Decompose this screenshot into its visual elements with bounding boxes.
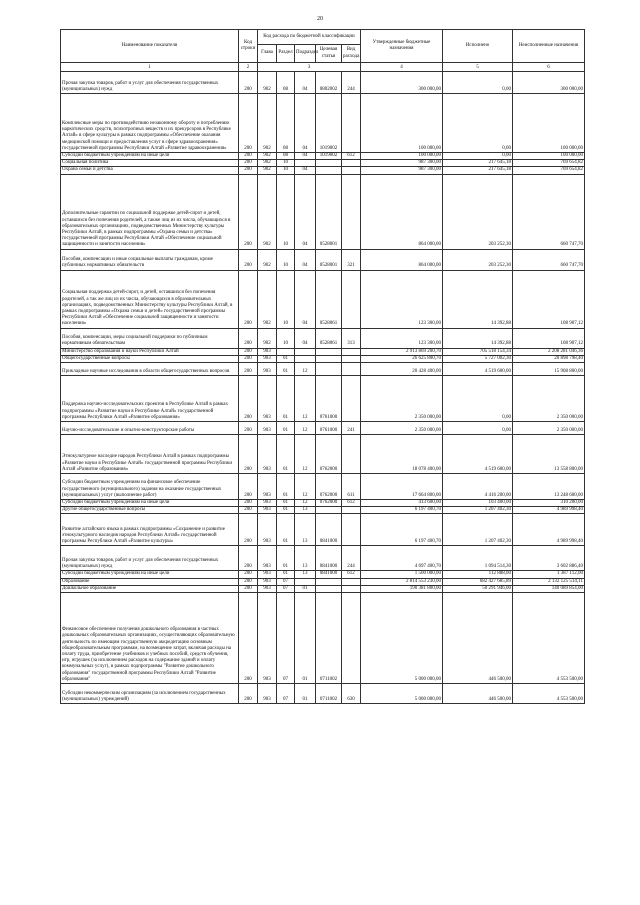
table-row <box>61 167 585 174</box>
row-expense-type <box>342 376 361 422</box>
column-number: 2 <box>239 63 258 72</box>
row-name: Субсидии некоммерческим организациям (за исключением государственных (муниципальных) учреждений) <box>61 684 239 704</box>
row-expense-type: 321 <box>342 249 361 270</box>
row-name: Прикладные научные исследования в области общегосударственных вопросов <box>61 363 239 376</box>
row-chief-code: 903 <box>258 514 277 546</box>
row-executed: 705 518 154,34 <box>443 348 513 355</box>
row-subsection-code: 13 <box>295 571 316 578</box>
header-subsection: Подраздел <box>295 45 316 63</box>
budget-execution-table <box>60 29 585 704</box>
table-row <box>61 474 585 500</box>
row-line-code: 200 <box>239 249 258 270</box>
row-approved: 17 664 800,00 <box>361 474 443 500</box>
header-approved: Утвержденные бюджетные назначения <box>361 30 443 63</box>
row-line-code: 200 <box>239 94 258 153</box>
row-executed: 112 888,00 <box>443 571 513 578</box>
row-approved: 2 350 000,00 <box>361 422 443 435</box>
row-subsection-code: 04 <box>295 328 316 348</box>
row-approved: 1 500 000,00 <box>361 571 443 578</box>
table-row <box>61 72 585 94</box>
row-executed: 14 392,88 <box>443 270 513 328</box>
row-line-code: 200 <box>239 585 258 592</box>
row-approved: 5 000 000,00 <box>361 684 443 704</box>
row-subsection-code: 13 <box>295 546 316 571</box>
row-expense-type <box>342 514 361 546</box>
row-target-code <box>316 167 342 174</box>
table-row <box>61 578 585 585</box>
row-chief-code: 903 <box>258 593 277 684</box>
row-line-code: 200 <box>239 167 258 174</box>
row-unexecuted: 108 907,12 <box>513 328 585 348</box>
row-name: Социальная политика <box>61 160 239 167</box>
row-executed: 1 207 402,30 <box>443 507 513 514</box>
header-expense-type: Вид расхода <box>342 45 361 63</box>
row-unexecuted: 660 747,70 <box>513 174 585 249</box>
row-expense-type <box>342 585 361 592</box>
row-subsection-code: 04 <box>295 72 316 94</box>
row-name: Субсидии бюджетным учреждениям на иные цели <box>61 500 239 507</box>
row-section-code: 01 <box>277 355 295 362</box>
row-executed: 682 427 685,89 <box>443 578 513 585</box>
row-chief-code: 903 <box>258 684 277 704</box>
row-subsection-code: 12 <box>295 500 316 507</box>
row-unexecuted: 310 200,00 <box>513 500 585 507</box>
row-executed: 217 645,18 <box>443 167 513 174</box>
row-name: Комплексные меры по противодействию незаконному обороту и потреблению наркотических средств, психотропных веществ и их прекурсоров в Республике Алтай» в сфере культуры в рамках подпрограммы «Обеспечение оказания медицинской помощи и предоставления услуг в сфере здравоохранения» государственной программы Республики Алтай «Развитие здравоохранения» <box>61 94 239 153</box>
row-section-code: 01 <box>277 376 295 422</box>
row-section-code: 07 <box>277 578 295 585</box>
row-subsection-code: 13 <box>295 514 316 546</box>
table-row <box>61 160 585 167</box>
row-unexecuted: 2 208 281 046,36 <box>513 348 585 355</box>
row-section-code: 07 <box>277 684 295 704</box>
row-approved: 190 381 800,00 <box>361 585 443 592</box>
row-target-code: 0711002 <box>316 593 342 684</box>
table-row <box>61 270 585 328</box>
row-approved: 20 428 400,00 <box>361 363 443 376</box>
column-number: 1 <box>61 63 239 72</box>
column-number: 6 <box>513 63 585 72</box>
row-chief-code: 903 <box>258 435 277 474</box>
row-executed: 4 519 600,00 <box>443 363 513 376</box>
row-section-code <box>277 348 295 355</box>
row-target-code: 1019002 <box>316 153 342 160</box>
header-line-code: Код строки <box>239 30 258 63</box>
row-target-code: 0762000 <box>316 435 342 474</box>
table-row <box>61 249 585 270</box>
row-section-code: 10 <box>277 270 295 328</box>
row-name: Научно-исследовательские и опытно-конструкторские работы <box>61 422 239 435</box>
row-expense-type <box>342 578 361 585</box>
row-target-code: 0761000 <box>316 422 342 435</box>
row-chief-code: 903 <box>258 376 277 422</box>
header-unexecuted: Неисполненные назначения <box>513 30 585 63</box>
row-approved: 300 000,00 <box>361 72 443 94</box>
row-expense-type: 612 <box>342 153 361 160</box>
row-line-code: 200 <box>239 435 258 474</box>
row-name: Субсидии бюджетным учреждениям на иные цели <box>61 153 239 160</box>
column-number: 5 <box>443 63 513 72</box>
row-unexecuted: 13 558 800,00 <box>513 435 585 474</box>
row-approved: 987 300,00 <box>361 167 443 174</box>
header-section: Раздел <box>277 45 295 63</box>
row-unexecuted: 3 602 886,40 <box>513 546 585 571</box>
row-subsection-code <box>295 578 316 585</box>
row-executed: 4 519 600,00 <box>443 435 513 474</box>
table-row <box>61 94 585 153</box>
row-expense-type <box>342 160 361 167</box>
row-unexecuted: 300 000,00 <box>513 72 585 94</box>
row-executed: 4 416 200,00 <box>443 474 513 500</box>
row-expense-type: 612 <box>342 571 361 578</box>
row-expense-type: 630 <box>342 684 361 704</box>
row-chief-code: 903 <box>258 578 277 585</box>
row-expense-type: 244 <box>342 72 361 94</box>
row-subsection-code: 12 <box>295 376 316 422</box>
row-section-code: 10 <box>277 174 295 249</box>
row-line-code: 200 <box>239 422 258 435</box>
row-subsection-code <box>295 348 316 355</box>
row-subsection-code: 04 <box>295 249 316 270</box>
row-expense-type <box>342 94 361 153</box>
table-row <box>61 355 585 362</box>
row-executed: 5 727 002,30 <box>443 355 513 362</box>
row-chief-code: 903 <box>258 363 277 376</box>
row-expense-type <box>342 355 361 362</box>
row-section-code: 01 <box>277 546 295 571</box>
row-section-code: 10 <box>277 249 295 270</box>
row-approved: 2 814 553 230,00 <box>361 578 443 585</box>
row-executed: 446 500,00 <box>443 593 513 684</box>
row-target-code <box>316 160 342 167</box>
row-line-code: 200 <box>239 270 258 328</box>
row-target-code: 0841000 <box>316 514 342 546</box>
row-unexecuted: 2 350 000,00 <box>513 376 585 422</box>
row-target-code: 0762000 <box>316 500 342 507</box>
row-unexecuted: 769 654,82 <box>513 167 585 174</box>
row-target-code <box>316 355 342 362</box>
row-target-code <box>316 578 342 585</box>
row-name: Другие общегосударственные вопросы <box>61 507 239 514</box>
row-chief-code: 902 <box>258 249 277 270</box>
table-row <box>61 684 585 704</box>
row-chief-code: 903 <box>258 585 277 592</box>
table-row <box>61 422 585 435</box>
row-target-code: 0762000 <box>316 474 342 500</box>
row-subsection-code: 04 <box>295 174 316 249</box>
row-approved: 18 078 400,00 <box>361 435 443 474</box>
row-approved: 987 300,00 <box>361 160 443 167</box>
row-name: Дошкольное образование <box>61 585 239 592</box>
row-section-code: 07 <box>277 593 295 684</box>
row-section-code: 01 <box>277 435 295 474</box>
row-section-code: 01 <box>277 514 295 546</box>
row-name: Прочая закупка товаров, работ и услуг для обеспечения государственных (муниципальных) нужд <box>61 72 239 94</box>
row-approved: 123 300,00 <box>361 328 443 348</box>
row-line-code: 200 <box>239 578 258 585</box>
row-target-code: 0528061 <box>316 328 342 348</box>
row-approved: 6 197 400,70 <box>361 514 443 546</box>
header-chief: Глава <box>258 45 277 63</box>
row-target-code: 0761000 <box>316 376 342 422</box>
row-subsection-code: 04 <box>295 153 316 160</box>
row-line-code: 200 <box>239 474 258 500</box>
row-section-code: 01 <box>277 422 295 435</box>
row-target-code: 0841000 <box>316 571 342 578</box>
row-executed: 14 392,88 <box>443 328 513 348</box>
row-expense-type: 313 <box>342 328 361 348</box>
row-target-code: 0528061 <box>316 270 342 328</box>
row-approved: 26 625 800,70 <box>361 355 443 362</box>
row-subsection-code: 01 <box>295 593 316 684</box>
row-approved: 864 000,00 <box>361 249 443 270</box>
row-chief-code: 903 <box>258 546 277 571</box>
row-target-code <box>316 348 342 355</box>
row-executed: 203 252,30 <box>443 249 513 270</box>
row-unexecuted: 660 747,70 <box>513 249 585 270</box>
row-name: Поддержка научно-исследовательских проектов в Республике Алтай в рамках подпрограммы «Развитие науки в Республике Алтай» государственной программы Республики Алтай «Развитие образования» <box>61 376 239 422</box>
row-chief-code: 903 <box>258 355 277 362</box>
row-unexecuted: 108 907,12 <box>513 270 585 328</box>
row-approved: 864 000,00 <box>361 174 443 249</box>
row-line-code: 200 <box>239 160 258 167</box>
table-row <box>61 435 585 474</box>
row-target-code <box>316 507 342 514</box>
row-approved: 2 350 000,00 <box>361 376 443 422</box>
row-expense-type: 612 <box>342 500 361 507</box>
row-unexecuted: 100 000,00 <box>513 94 585 153</box>
row-subsection-code: 04 <box>295 94 316 153</box>
row-line-code: 200 <box>239 355 258 362</box>
row-subsection-code: 12 <box>295 422 316 435</box>
row-executed: 0,00 <box>443 94 513 153</box>
table-row <box>61 585 585 592</box>
row-expense-type <box>342 507 361 514</box>
row-section-code: 01 <box>277 507 295 514</box>
row-target-code: 0841000 <box>316 546 342 571</box>
row-unexecuted: 1 387 112,00 <box>513 571 585 578</box>
row-executed: 50 291 946,00 <box>443 585 513 592</box>
row-expense-type <box>342 174 361 249</box>
row-subsection-code <box>295 160 316 167</box>
row-unexecuted: 4 989 998,40 <box>513 514 585 546</box>
header-executed: Исполнено <box>443 30 513 63</box>
row-expense-type <box>342 363 361 376</box>
row-subsection-code: 12 <box>295 435 316 474</box>
row-section-code: 10 <box>277 160 295 167</box>
row-section-code: 01 <box>277 474 295 500</box>
row-line-code: 200 <box>239 507 258 514</box>
row-executed: 0,00 <box>443 376 513 422</box>
table-row <box>61 593 585 684</box>
column-number: 3 <box>258 63 361 72</box>
row-executed: 1 207 402,30 <box>443 514 513 546</box>
row-target-code <box>316 363 342 376</box>
row-approved: 123 300,00 <box>361 270 443 328</box>
row-line-code: 200 <box>239 348 258 355</box>
row-name: Общегосударственные вопросы <box>61 355 239 362</box>
row-unexecuted: 2 350 000,00 <box>513 422 585 435</box>
table-row <box>61 328 585 348</box>
row-chief-code: 903 <box>258 507 277 514</box>
row-line-code: 200 <box>239 593 258 684</box>
row-line-code: 200 <box>239 153 258 160</box>
table-row <box>61 153 585 160</box>
row-name: Министерство образования и науки Республики Алтай <box>61 348 239 355</box>
row-name: Пособия, компенсации и иные социальные выплаты гражданам, кроме публичных нормативных обязательств <box>61 249 239 270</box>
row-target-code: 0711002 <box>316 684 342 704</box>
row-subsection-code: 01 <box>295 684 316 704</box>
row-name: Финансовое обеспечение получения дошкольного образования в частных дошкольных образовательных организациях, осуществляющих образовательную деятельность по имеющим государственную аккредитацию основным общеобразовательным программам, на возмещение затрат, включая расходы на оплату труда, приобретение учебников и учебных пособий, средств обучения, игр, игрушек (за исключением расходов на содержание зданий и оплату коммунальных услуг), в рамках подпрограммы "Развитие дошкольного образования" государственной программы Республики Алтай "Развитие образования" <box>61 593 239 684</box>
row-subsection-code: 13 <box>295 507 316 514</box>
row-line-code: 200 <box>239 174 258 249</box>
row-unexecuted: 4 989 998,40 <box>513 507 585 514</box>
table-row <box>61 546 585 571</box>
row-expense-type <box>342 270 361 328</box>
row-chief-code: 902 <box>258 167 277 174</box>
row-section-code: 10 <box>277 328 295 348</box>
row-unexecuted: 100 000,00 <box>513 153 585 160</box>
row-chief-code: 902 <box>258 328 277 348</box>
row-line-code: 200 <box>239 546 258 571</box>
row-name: Развитие алтайского языка в рамках подпрограммы «Сохранение и развитие этнокультурного наследия народов Республики Алтай» государственной программы Республики Алтай «Развитие культуры» <box>61 514 239 546</box>
row-approved: 6 197 400,70 <box>361 507 443 514</box>
row-line-code: 200 <box>239 571 258 578</box>
row-chief-code: 902 <box>258 94 277 153</box>
header-classification: Код расхода по бюджетной классификации <box>258 30 361 45</box>
table-row <box>61 507 585 514</box>
row-target-code <box>316 585 342 592</box>
header-name: Наименование показателя <box>61 30 239 63</box>
row-line-code: 200 <box>239 376 258 422</box>
row-name: Пособия, компенсации, меры социальной поддержки по публичным нормативным обязательствам <box>61 328 239 348</box>
row-subsection-code: 04 <box>295 167 316 174</box>
row-section-code: 01 <box>277 363 295 376</box>
table-row <box>61 174 585 249</box>
row-executed: 203 252,30 <box>443 174 513 249</box>
row-executed: 103 400,00 <box>443 500 513 507</box>
page-number: 20 <box>317 16 323 22</box>
table-row <box>61 571 585 578</box>
row-chief-code: 903 <box>258 348 277 355</box>
row-chief-code: 903 <box>258 500 277 507</box>
header-target: Целевая статья <box>316 45 342 63</box>
row-approved: 4 697 400,70 <box>361 546 443 571</box>
row-target-code: 0528001 <box>316 249 342 270</box>
row-name: Этнокультурное наследие народов Республики Алтай в рамках подпрограммы «Развитие науки в Республике Алтай» государственной программы Республики Алтай «Развитие образования» <box>61 435 239 474</box>
row-section-code: 07 <box>277 585 295 592</box>
row-approved: 100 000,00 <box>361 94 443 153</box>
row-unexecuted: 140 089 854,00 <box>513 585 585 592</box>
row-executed: 1 094 514,30 <box>443 546 513 571</box>
row-line-code: 200 <box>239 514 258 546</box>
row-expense-type: 611 <box>342 474 361 500</box>
row-executed: 217 645,18 <box>443 160 513 167</box>
row-section-code: 08 <box>277 72 295 94</box>
row-unexecuted: 2 132 125 514,11 <box>513 578 585 585</box>
row-name: Субсидии бюджетным учреждениям на финансовое обеспечение государственного (муниципального) задания на оказание государственных (муниципальных) услуг (выполнение работ) <box>61 474 239 500</box>
row-section-code: 10 <box>277 167 295 174</box>
table-row <box>61 514 585 546</box>
row-name: Субсидии бюджетным учреждениям на иные цели <box>61 571 239 578</box>
row-unexecuted: 15 908 800,00 <box>513 363 585 376</box>
row-chief-code: 903 <box>258 474 277 500</box>
row-name: Дополнительные гарантии по социальной поддержке детей-сирот и детей, оставшихся без попечения родителей, а также лиц из их числа, обучающихся в образовательных организациях, подведомственных Министерству культуры Республики Алтай, в рамках подпрограммы «Охрана семьи и детства» государственной программы Республики Алтай «Обеспечение социальной защищенности и занятости населения» <box>61 174 239 249</box>
table-row <box>61 376 585 422</box>
row-approved: 413 600,00 <box>361 500 443 507</box>
row-chief-code: 903 <box>258 571 277 578</box>
row-line-code: 200 <box>239 363 258 376</box>
row-chief-code: 902 <box>258 153 277 160</box>
row-chief-code: 902 <box>258 270 277 328</box>
row-expense-type: 244 <box>342 546 361 571</box>
row-subsection-code: 01 <box>295 585 316 592</box>
row-section-code: 08 <box>277 153 295 160</box>
row-target-code: 1019002 <box>316 94 342 153</box>
row-name: Охрана семьи и детства <box>61 167 239 174</box>
row-approved: 5 000 000,00 <box>361 593 443 684</box>
row-target-code: 0528001 <box>316 174 342 249</box>
table-row <box>61 348 585 355</box>
column-number: 4 <box>361 63 443 72</box>
row-line-code: 200 <box>239 72 258 94</box>
row-expense-type: 241 <box>342 422 361 435</box>
table-row <box>61 500 585 507</box>
row-executed: 0,00 <box>443 422 513 435</box>
row-expense-type <box>342 348 361 355</box>
row-subsection-code: 12 <box>295 363 316 376</box>
row-line-code: 200 <box>239 684 258 704</box>
row-target-code: 0802002 <box>316 72 342 94</box>
row-chief-code: 902 <box>258 174 277 249</box>
row-line-code: 200 <box>239 500 258 507</box>
row-subsection-code: 04 <box>295 270 316 328</box>
table-body <box>61 72 585 704</box>
row-executed: 446 500,00 <box>443 684 513 704</box>
row-name: Социальная поддержка детей-сирот, и детей, оставшихся без попечения родителей, а так же лиц из их числа, обучающихся в образовательных организациях, подведомственных Министерству культуры Республики Алтай, в рамках подпрограммы «Охрана семьи и детей» государственной программы Республики Алтай «Обеспечение социальной защищенности и занятости населения» <box>61 270 239 328</box>
row-name: Прочая закупка товаров, работ и услуг для обеспечения государственных (муниципальных) нужд <box>61 546 239 571</box>
row-unexecuted: 769 654,82 <box>513 160 585 167</box>
table-row <box>61 363 585 376</box>
row-name: Образование <box>61 578 239 585</box>
row-executed: 0,00 <box>443 72 513 94</box>
row-section-code: 01 <box>277 571 295 578</box>
row-section-code: 08 <box>277 94 295 153</box>
row-section-code: 01 <box>277 500 295 507</box>
row-approved: 2 913 869 200,70 <box>361 348 443 355</box>
row-expense-type <box>342 167 361 174</box>
row-unexecuted: 13 248 600,00 <box>513 474 585 500</box>
row-unexecuted: 4 553 500,00 <box>513 593 585 684</box>
row-chief-code: 902 <box>258 160 277 167</box>
row-expense-type <box>342 593 361 684</box>
row-unexecuted: 4 553 500,00 <box>513 684 585 704</box>
row-subsection-code: 12 <box>295 474 316 500</box>
row-subsection-code <box>295 355 316 362</box>
row-line-code: 200 <box>239 328 258 348</box>
row-expense-type <box>342 435 361 474</box>
row-unexecuted: 20 898 798,40 <box>513 355 585 362</box>
row-chief-code: 902 <box>258 72 277 94</box>
row-approved: 100 000,00 <box>361 153 443 160</box>
row-executed: 0,00 <box>443 153 513 160</box>
row-chief-code: 903 <box>258 422 277 435</box>
